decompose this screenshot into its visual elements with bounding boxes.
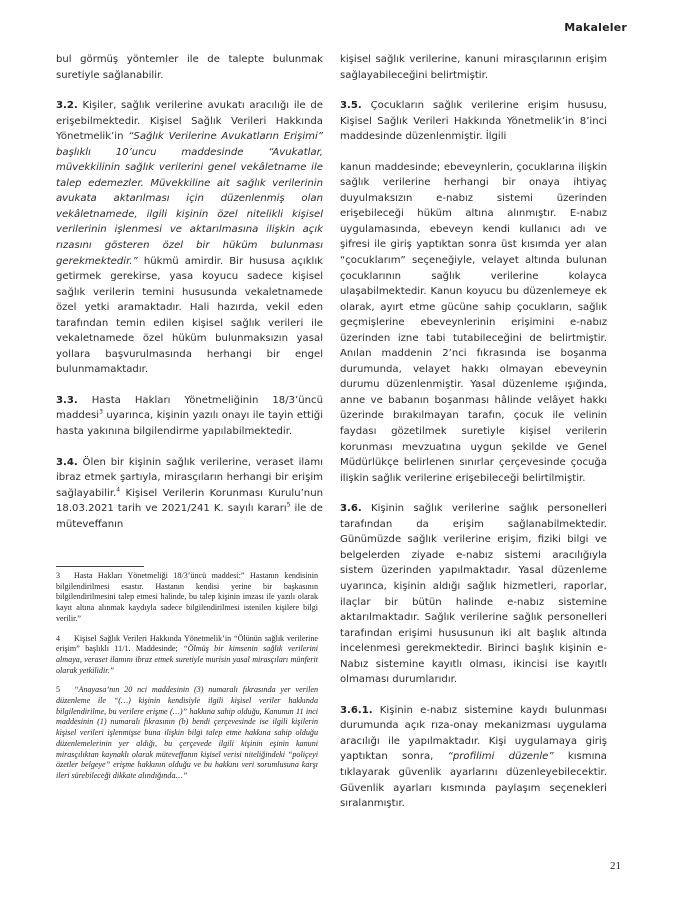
section-header: Makaleler [564,21,627,34]
quoted-regulation: “Sağlık Verilerine Avukatların Erişimi” başlıklı 10’uncu maddesinde “Avukatlar, müvekkilinin sağlık verilerini genel vekâletname ile talep edemezler. Müvekkiline ait sağlık verilerinin avukata aktarılması için düzenlenmiş olan vekâletnamede, ilgili kişinin özel nitelikli kişisel verilerinin işlenmesi ve aktarılmasına ilişkin açık rızasını gösteren özel bir hüküm bulunması gerekmektedir.” [56,131,323,267]
paragraph-3-6-1: 3.6.1. Kişinin e-nabız sistemine kaydı bulunması durumunda açık rıza-onay mekanizması uygulama aracılığı ile yapılmaktadır. Kişi uygulamaya giriş yaptıktan sonra, “profilimi düzenle” kısmına tıklayarak güvenlik ayarlarını düzenleyebilecektir. Güvenlik ayarları kısmında paylaşım seçenekleri sıralanmıştır. [340,704,607,810]
section-number: 3.6. [340,503,362,515]
section-number: 3.6.1. [340,704,373,716]
footnotes [56,566,318,791]
footnote-ref[interactable]: 4 [116,486,121,494]
paragraph-3-6: 3.6. Kişinin sağlık verilerine sağlık personelleri tarafından da erişim sağlanabilmektedir. Günümüzde sağlık verilerine erişim, fiziki bilgi ve belgelerden ziyade e-nabız sistemi aracılığıyla sistem üzerinden yapılmaktadır. Yasal düzenleme uyarınca, kişinin aldığı sağlık hizmetleri, raporlar, ilaçlar bir bütün halinde e-nabız sistemine aktarılmaktadır. Sağlık verilerine sağlık personelleri tarafından erişimi hususunun iki alt başlık altında incelenmesi gerekmektedir. Birinci başlık kişinin e-Nabız sistemine kayıtlı olması, ikincisi ise kayıtlı olmaması durumlarıdır. [340,503,607,686]
paragraph-continuation: kişisel sağlık verilerine, kanuni mirasçılarının erişim sağlayabileceğini belirtmiştir. [340,54,607,81]
section-number: 3.2. [56,100,78,112]
paragraph-3-3: 3.3. Hasta Hakları Yönetmeliğinin 18/3’üncü maddesi$^3$ uyarınca, kişinin yazılı onayı ile tayin ettiği hasta yakınına bilgilendirme yapılabilmektedir. [56,394,323,438]
paragraph-continuation: bul görmüş yöntemler ile de talepte bulunmak suretiyle sağlanabilir. [56,54,323,81]
footnote-5: 5 “Anayasa’nın 20 nci maddesinin (3) numaralı fıkrasında yer verilen düzenleme ile “(…) kişinin kendisiyle ilgili kişisel veriler hakkında bilgilendirilme, bu verilere erişme (…)” hakkına sahip olduğu, Kanunun 11 inci maddesinin (1) numaralı fıkrasının (b) bendi çerçevesinde ise ilgili kişilerin kişisel verileri işlenmişse buna ilişkin bilgi talep etme hakkına sahip olduğu düzenlemelerinin yer aldığı, bu çerçevede ilgili kişinin eşinin kanuni mirasçılıktan kaynaklı olarak müteveffanın kişisel verisi niteliğindeki “poliçeyi özetler belgeye” erişme hakkının olduğu ve bu hakkını veri sorumlusuna karşı ileri sürebileceği dikkate alındığında…” [56,685,318,780]
paragraph-3-5-continued: kanun maddesinde; ebeveynlerin, çocuklarına ilişkin sağlık verilerine herhangi bir onaya ihtiyaç duyulmaksızın e-nabız sistemi üzerinden erişebileceği hüküm altına alınmıştır. E-nabız uygulamasında, ebeveyn kendi kullanıcı adı ve şifresi ile giriş yaptıktan sonra üst kısımda yer alan “çocuklarım” seçeneğiyle, velayet altında bulunan çocuklarının sağlık verilerine kolayca ulaşabilmektedir. Kanun koyucu bu düzenlemeye ek olarak, ayırt etme gücüne sahip çocukların, sağlık geçmişlerine ebeveynlerinin erişimini e-nabız üzerinden izne tabi tutabileceğini de belirtmiştir. Anılan maddenin 2’nci fıkrasında ise boşanma durumunda, velayet hakkı olmayan ebeveynin durumu düzenlenmiştir. Yasal düzenleme ışığında, anne ve babanın boşanması hâlinde velâyet hakkı üzerinde bırakılmayan tarafın, çocuk ile velinin faydası gözetilmek suretiyle kişisel verilerin korunması mevzuatına uygun şekilde ve Genel Müdürlükçe belirlenen sınırlar çerçevesinde çocuğa ilişkin sağlık verilerine erişebileceği belirtilmiştir. [340,161,607,484]
left-column [56,52,323,532]
footnote-divider [56,566,144,567]
section-number: 3.5. [340,100,362,112]
footnote-ref[interactable]: 3 [99,409,103,417]
footnote-ref[interactable]: 5 [286,501,291,509]
footnote-3: 3 Hasta Hakları Yönetmeliği 18/3’üncü maddesi:” Hastanın kendisinin bilgilendirilmesi esastır. Hastanın kendisi yerine bir başkasının bilgilendirilmesini talep etmesi halinde, bu talep kişinin imzası ile yazılı olarak kayıt altına alınmak kaydıyla sadece bilgilendirilmesi istenilen kişilere bilgi verilir.” [56,571,318,623]
footnote-4: 4 Kişisel Sağlık Verileri Hakkında Yönetmelik’in “Ölünün sağlık verilerine erişim” başlıklı 11/1. Maddesinde; “Ölmüş bir kimsenin sağlık verilerini almaya, veraset ilamını ibraz etmek suretiyle murisin yasal mirasçıları münferit olarak yetkilidir.” [56,633,318,675]
page-number: 21 [610,860,621,872]
right-column [340,52,607,812]
section-number: 3.3. [56,394,78,406]
paragraph-3-2: 3.2. Kişiler, sağlık verilerine avukatı aracılığı ile de erişebilmektedir. Kişisel Sağlık Verileri Hakkında Yönetmelik’in “Sağlık Verilerine Avukatların Erişimi” başlıklı 10’uncu maddesinde “Avukatlar, müvekkilinin sağlık verilerini genel vekâletname ile talep edemezler. Müvekkiline ait sağlık verilerinin avukata aktarılması için düzenlenmiş olan vekâletnamede, ilgili kişinin özel nitelikli kişisel verilerinin işlenmesi ve aktarılmasına ilişkin açık rızasını gösteren özel bir hüküm bulunması gerekmektedir.” hükmü amirdir. Bir hususa açıklık getirmek gerekirse, yasa koyucu sadece kişisel sağlık verilerin temini hususunda vekaletnamede özel yetki aramaktadır. Hali hazırda, vekil eden tarafından temin edilen kişisel sağlık verileri ile vekaletnamede özel hüküm bulunmaksızın yasal yollara başvurulmasında herhangi bir engel bulunmamaktadır. [56,100,323,376]
section-number: 3.4. [56,456,78,468]
paragraph-3-4: 3.4. Ölen bir kişinin sağlık verilerine, veraset ilamı ibraz etmek şartıyla, mirasçıların herhangi bir erişim sağlayabilir.$^4$ Kişisel Verilerin Korunması Kurulu’nun 18.03.2021 tarih ve 2021/241 K. sayılı kararı$^5$ ile de müteveffanın [56,456,323,530]
paragraph-3-5: 3.5. Çocukların sağlık verilerine erişim hususu, Kişisel Sağlık Verileri Hakkında Yönetmelik’in 8’inci maddesinde düzenlenmiştir. İlgili [340,100,607,143]
